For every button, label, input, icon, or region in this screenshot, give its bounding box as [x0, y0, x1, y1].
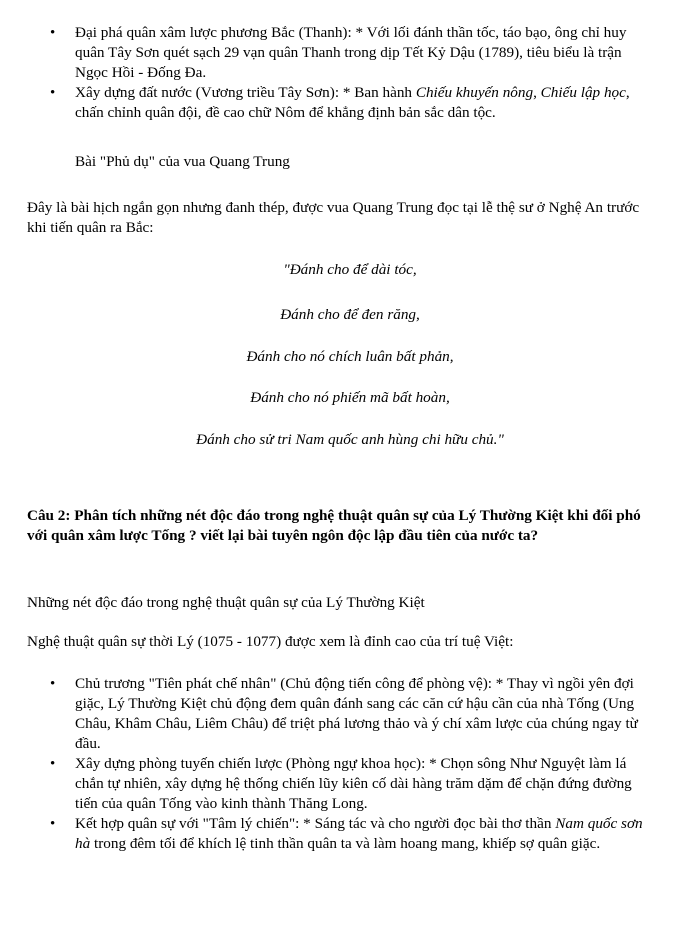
- list-item: [0, 814, 655, 854]
- list-item: [0, 754, 655, 814]
- achievements-list: [0, 23, 655, 123]
- poem-line: Đánh cho nó phiến mã bất hoàn,: [250, 389, 450, 406]
- paragraph: Những nét độc đáo trong nghệ thuật quân sự của Lý Thường Kiệt: [27, 594, 425, 611]
- list-item-text: trong đêm tối để khích lệ tinh thần quân ta và làm hoang mang, khiếp sợ quân giặc.: [90, 835, 601, 852]
- subheading: Bài "Phủ dụ" của vua Quang Trung: [75, 153, 290, 170]
- poem-line: "Đánh cho để dài tóc,: [283, 261, 417, 278]
- emphasis-text: Chiếu lập học: [540, 84, 626, 101]
- list-item-text: Xây dựng phòng tuyến chiến lược (Phòng ngự khoa học): * Chọn sông Như Nguyệt làm lá chắn tự nhiên, xây dựng hệ thống chiến lũy kiên cố dài hàng trăm dặm để chặn đứng đường tiến của quân Tống vào kinh thành Thăng Long.: [75, 755, 632, 812]
- list-item-text: Kết hợp quân sự với "Tâm lý chiến": * Sáng tác và cho người đọc bài thơ thần: [75, 815, 556, 832]
- paragraph: Nghệ thuật quân sự thời Lý (1075 - 1077) được xem là đỉnh cao của trí tuệ Việt:: [27, 633, 514, 650]
- strategy-list: [0, 674, 655, 854]
- poem-line: Đánh cho nó chích luân bất phản,: [246, 348, 454, 365]
- intro-paragraph: Đây là bài hịch ngắn gọn nhưng đanh thép, được vua Quang Trung đọc tại lễ thệ sư ở Nghệ An trước khi tiến quân ra Bắc:: [27, 199, 640, 236]
- emphasis-text: Chiếu khuyến nông: [415, 84, 534, 101]
- list-item-text: Xây dựng đất nước (Vương triều Tây Sơn): * Ban hành: [75, 84, 416, 101]
- list-item-text: , chấn chỉnh quân đội, đề cao chữ Nôm để khẳng định bản sắc dân tộc.: [75, 84, 630, 121]
- list-item: [0, 83, 655, 123]
- list-item: [0, 674, 655, 754]
- list-item-text: ,: [533, 84, 541, 101]
- list-item-text: Đại phá quân xâm lược phương Bắc (Thanh): * Với lối đánh thần tốc, táo bạo, ông chỉ huy quân Tây Sơn quét sạch 29 vạn quân Thanh trong dịp Tết Kỷ Dậu (1789), tiêu biểu là trận Ngọc Hồi - Đống Đa.: [75, 24, 627, 81]
- poem-line: Đánh cho để đen răng,: [280, 306, 420, 323]
- list-item: [0, 23, 655, 83]
- poem-line: Đánh cho sử tri Nam quốc anh hùng chi hữu chủ.": [196, 431, 504, 448]
- list-item-text: Chủ trương "Tiên phát chế nhân" (Chủ động tiến công để phòng vệ): * Thay vì ngồi yên đợi giặc, Lý Thường Kiệt chủ động đem quân đánh sang các căn cứ hậu cần của nhà Tống (Ung Châu, Khâm Châu, Liêm Châu) để triệt phá lương thảo và ý chí xâm lược của chúng ngay từ đầu.: [75, 675, 638, 752]
- emphasis-text: Nam quốc sơn hà: [75, 815, 643, 852]
- question-heading: Câu 2: Phân tích những nét độc đáo trong nghệ thuật quân sự của Lý Thường Kiệt khi đối phó với quân xâm lược Tống ? viết lại bài tuyên ngôn độc lập đầu tiên của nước ta?: [27, 507, 641, 544]
